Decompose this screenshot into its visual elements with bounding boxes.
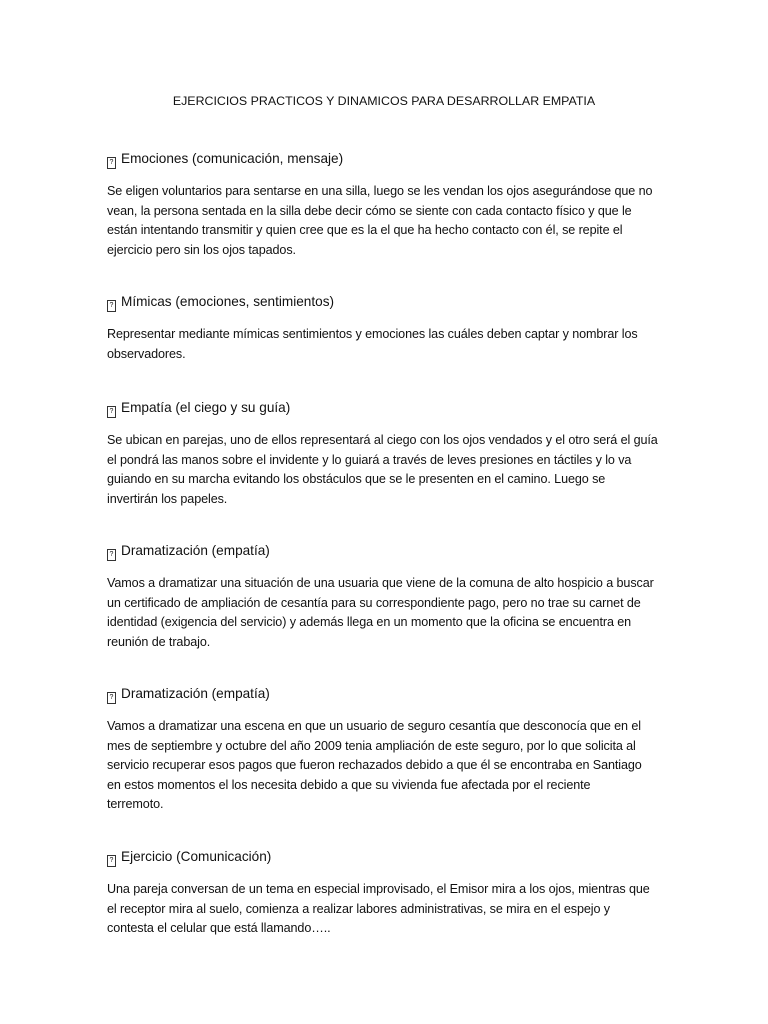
body-line: Una pareja conversan de un tema en especial improvisado, el Emisor mira a los ojos, mientras que [107, 882, 650, 896]
section-heading-text: Emociones (comunicación, mensaje) [121, 151, 344, 166]
section-heading-text: Mímicas (emociones, sentimientos) [121, 294, 335, 309]
section-ejercicio [107, 848, 667, 939]
body-line: el pondrá las manos sobre el invidente y lo guiará a través de leves presiones en táctiles y lo va [107, 452, 632, 467]
body-line: vean, la persona sentada en la silla debe decir cómo se siente con cada contacto físico y que le [107, 203, 632, 218]
missing-glyph-bullet-icon: ? [107, 549, 116, 561]
document-title: EJERCICIOS PRACTICOS Y DINAMICOS PARA DESARROLLAR EMPATIA [172, 94, 596, 108]
body-line: reunión de trabajo. [107, 634, 211, 649]
body-line: guiando en su marcha evitando los obstáculos que se le presenten en el camino. Luego se [107, 472, 606, 487]
body-line: identidad (exigencia del servicio) y además llega en un momento que la oficina se encuentra en [107, 615, 632, 630]
body-line: servicio recuperar esos pagos que fueron rechazados debido a que él se encontraba en Santiago [107, 758, 642, 773]
body-line: el receptor mira al suelo, comienza a realizar labores administrativas, se mira en el espejo y [107, 901, 610, 916]
section-emociones [107, 150, 667, 260]
section-empatia [107, 399, 667, 509]
section-dramatizacion-1 [107, 542, 667, 652]
section-heading [107, 542, 667, 560]
body-line: en estos momentos el los necesita debido a que su vivienda fue afectada por el reciente [107, 777, 591, 792]
section-body [107, 717, 667, 815]
missing-glyph-bullet-icon: ? [107, 157, 116, 169]
section-body [107, 325, 667, 364]
section-body [107, 574, 667, 652]
body-line: Vamos a dramatizar una escena en que un usuario de seguro cesantía que desconocía que en el [107, 719, 641, 733]
section-body [107, 431, 667, 509]
section-dramatizacion-2 [107, 685, 667, 815]
missing-glyph-bullet-icon: ? [107, 406, 116, 418]
section-heading [107, 150, 667, 168]
body-line: terremoto. [107, 797, 164, 812]
section-heading [107, 848, 667, 866]
body-line: invertirán los papeles. [107, 491, 228, 506]
section-heading [107, 399, 667, 417]
body-line: mes de septiembre y octubre del año 2009 tenia ampliación de este seguro, por lo que solicita al [107, 738, 636, 753]
body-line: Se eligen voluntarios para sentarse en una silla, luego se les vendan los ojos asegurándose que no [107, 184, 653, 198]
body-line: ejercicio pero sin los ojos tapados. [107, 242, 296, 257]
section-heading [107, 685, 667, 703]
section-heading-text: Dramatización (empatía) [121, 543, 270, 558]
body-line: observadores. [107, 346, 186, 361]
body-line: Vamos a dramatizar una situación de una usuaria que viene de la comuna de alto hospicio a buscar [107, 576, 654, 590]
section-heading-text: Empatía (el ciego y su guía) [121, 400, 291, 415]
section-heading [107, 293, 667, 311]
body-line: Representar mediante mímicas sentimientos y emociones las cuáles deben captar y nombrar los [107, 327, 638, 341]
body-line: están intentando transmitir y quien cree que es la el que ha hecho contacto con él, se repite el [107, 223, 623, 238]
body-line: contesta el celular que está llamando….. [107, 921, 331, 936]
body-line: Se ubican en parejas, uno de ellos representará al ciego con los ojos vendados y el otro será el guía [107, 433, 658, 447]
section-heading-text: Ejercicio (Comunicación) [121, 849, 272, 864]
missing-glyph-bullet-icon: ? [107, 692, 116, 704]
missing-glyph-bullet-icon: ? [107, 855, 116, 867]
missing-glyph-bullet-icon: ? [107, 300, 116, 312]
section-heading-text: Dramatización (empatía) [121, 686, 270, 701]
body-line: un certificado de ampliación de cesantía para su correspondiente pago, pero no trae su carnet de [107, 595, 641, 610]
section-mimicas [107, 293, 667, 364]
section-body [107, 182, 667, 260]
section-body [107, 880, 667, 939]
